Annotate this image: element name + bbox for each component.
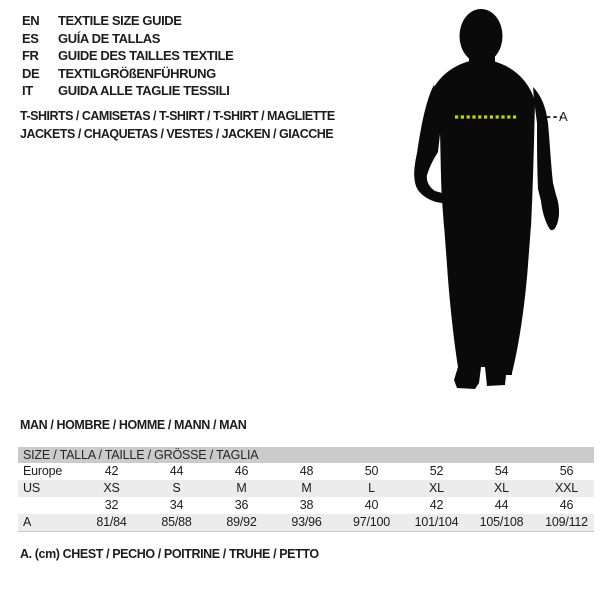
lang-label: GUÍA DE TALLAS (58, 30, 161, 46)
lang-label: GUIDA ALLE TAGLIE TESSILI (58, 83, 230, 98)
cell: 34 (169, 498, 184, 512)
lang-row-fr (22, 47, 233, 65)
lang-code: IT (22, 83, 33, 98)
cell: 56 (559, 464, 574, 478)
lang-code: EN (22, 13, 40, 28)
category-jackets: JACKETS / CHAQUETAS / VESTES / JACKEN / GIACCHE (20, 127, 334, 141)
cell: 44 (169, 464, 184, 478)
lang-row-es (22, 30, 233, 48)
measure-label-a: A (559, 109, 568, 124)
cell: 36 (234, 498, 249, 512)
cell: M (236, 481, 247, 495)
cell: 40 (364, 498, 379, 512)
lang-row-de (22, 65, 233, 83)
cell: XL (429, 481, 444, 495)
row-label: US (23, 481, 40, 495)
cell: 101/104 (414, 515, 459, 529)
size-table-header: SIZE / TALLA / TAILLE / GRÖSSE / TAGLIA (18, 447, 594, 463)
footnote-chest-measure: A. (cm) CHEST / PECHO / POITRINE / TRUHE / PETTO (20, 547, 319, 561)
cell: M (301, 481, 312, 495)
language-list (22, 12, 233, 100)
section-title-man: MAN / HOMBRE / HOMME / MANN / MAN (20, 418, 247, 432)
cell: 46 (559, 498, 574, 512)
cell: XS (103, 481, 120, 495)
lang-row-en (22, 12, 233, 30)
lang-label: TEXTILGRÖßENFÜHRUNG (58, 65, 216, 81)
cell: XL (494, 481, 509, 495)
cell: 48 (299, 464, 314, 478)
cell: L (368, 481, 375, 495)
cell: 81/84 (96, 515, 127, 529)
lang-label: TEXTILE SIZE GUIDE (58, 13, 182, 28)
lang-code: DE (22, 65, 40, 81)
cell: 105/108 (479, 515, 524, 529)
garment-categories (20, 107, 335, 143)
cell: S (172, 481, 181, 495)
cell: 42 (429, 498, 444, 512)
lang-row-it (22, 82, 233, 100)
man-silhouette-figure (405, 5, 575, 395)
lang-label: GUIDE DES TAILLES TEXTILE (58, 48, 234, 63)
cell: 42 (104, 464, 119, 478)
man-silhouette-svg (405, 5, 575, 395)
cell: 46 (234, 464, 249, 478)
size-table (18, 447, 594, 532)
cell: 32 (104, 498, 119, 512)
cell: XXL (554, 481, 579, 495)
table-row-a-chest (18, 514, 594, 531)
cell: 44 (494, 498, 509, 512)
cell: 38 (299, 498, 314, 512)
silhouette-right-arm (533, 87, 559, 230)
cell: 85/88 (161, 515, 192, 529)
cell: 52 (429, 464, 444, 478)
table-row-europe (18, 463, 594, 480)
cell: 109/112 (545, 515, 588, 529)
lang-code: ES (22, 30, 39, 46)
silhouette-torso (433, 59, 535, 227)
row-label: Europe (23, 464, 63, 478)
category-tshirts: T-SHIRTS / CAMISETAS / T-SHIRT / T-SHIRT / MAGLIETTE (20, 109, 335, 123)
row-label (18, 497, 79, 514)
cell: 97/100 (352, 515, 391, 529)
cell: 93/96 (291, 515, 322, 529)
lang-code: FR (22, 48, 39, 63)
cell: 89/92 (226, 515, 257, 529)
row-label: A (23, 515, 32, 529)
table-row-unlabeled (18, 497, 594, 514)
silhouette-legs (444, 225, 531, 389)
cell: 54 (494, 464, 509, 478)
table-row-us (18, 480, 594, 497)
cell: 50 (364, 464, 379, 478)
